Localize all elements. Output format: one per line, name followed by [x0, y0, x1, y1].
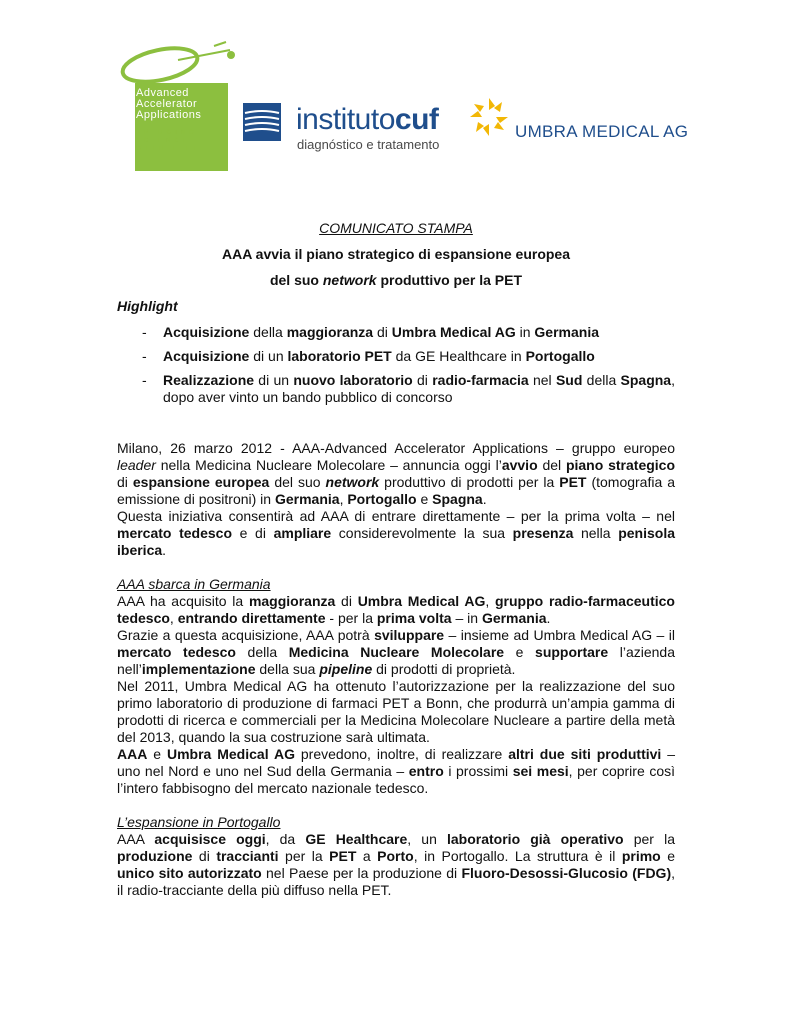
- highlight-label: Highlight: [117, 298, 178, 314]
- press-release: [117, 220, 675, 899]
- portogallo-paragraph: AAA acquisisce oggi, da GE Healthcare, un laboratorio già operativo per la produzione di traccianti per la PET a Porto, in Portogallo. La struttura è il primo e unico sito autorizzato nel Paese per la produzione di Fluoro-Desossi-Glucosio (FDG), il radio-tracciante della più diffuso nella PET.: [117, 831, 675, 898]
- doc-title-line-1: AAA avvia il piano strategico di espansione europea: [221, 246, 571, 262]
- cuf-logo-icon: [243, 103, 281, 141]
- germania-paragraph-4: AAA e Umbra Medical AG prevedono, inoltre, di realizzare altri due siti produttivi – uno nel Nord e uno nel Sud della Germania – entro i prossimi sei mesi, per coprire così l’intero fabbisogno del mercato nazionale tedesco.: [117, 746, 675, 796]
- cuf-logo-text: institutocuf: [296, 103, 439, 136]
- highlight-list: [117, 324, 675, 406]
- doc-title-line-2: del suo network produttivo per la PET: [269, 272, 523, 288]
- umbra-logo-text: UMBRA MEDICAL AG: [515, 122, 689, 141]
- doc-kicker: COMUNICATO STAMPA: [319, 220, 473, 236]
- aaa-logo-tagline: BRIDGING SCIENCE WITH LIFE: [136, 130, 202, 152]
- germania-paragraph-3: Nel 2011, Umbra Medical AG ha ottenuto l’autorizzazione per la realizzazione del suo primo laboratorio di produzione di farmaci PET a Bonn, che produrrà un’ampia gamma di prodotti di ricerca e commerciali per la Medicina Molecolare Nucleare a partire della metà del 2013, quando la sua costruzione sarà ultimata.: [117, 678, 675, 745]
- logo-bar: [0, 0, 791, 200]
- intro-paragraph: Milano, 26 marzo 2012 - AAA-Advanced Accelerator Applications – gruppo europeo leader nella Medicina Nucleare Molecolare – annuncia oggi l’avvio del piano strategico di espansione europea del suo network produttivo di prodotti per la PET (tomografia a emissione di positroni) in Germania, Portogallo e Spagna.: [117, 440, 676, 507]
- germania-paragraph-2: Grazie a questa acquisizione, AAA potrà sviluppare – insieme ad Umbra Medical AG – il mercato tedesco della Medicina Nucleare Molecolare e supportare l’azienda nell’implementazione della sua pipeline di prodotti di proprietà.: [117, 627, 675, 677]
- cuf-logo-subtitle: diagnóstico e tratamento: [297, 137, 440, 152]
- highlight-item: - Acquisizione della maggioranza di Umbra Medical AG in Germania: [142, 324, 600, 340]
- highlight-item: - Acquisizione di un laboratorio PET da GE Healthcare in Portogallo: [142, 348, 595, 364]
- section-title-portogallo: L’espansione in Portogallo: [117, 814, 281, 830]
- highlight-item: - Realizzazione di un nuovo laboratorio di radio-farmacia nel Sud della Spagna, dopo aver vinto un bando pubblico di concorso: [142, 372, 675, 405]
- section-title-germania: AAA sbarca in Germania: [117, 576, 271, 592]
- germania-paragraph-1: AAA ha acquisito la maggioranza di Umbra Medical AG, gruppo radio-farmaceutico tedesco, entrando direttamente - per la prima volta – in Germania.: [117, 593, 675, 626]
- intro-paragraph-2: Questa iniziativa consentirà ad AAA di entrare direttamente – per la prima volta – nel mercato tedesco e di ampliare considerevolmente la sua presenza nella penisola iberica.: [117, 508, 675, 558]
- aaa-logo-text: Advanced Accelerator Applications: [136, 87, 202, 121]
- umbra-logo-icon: [468, 96, 510, 138]
